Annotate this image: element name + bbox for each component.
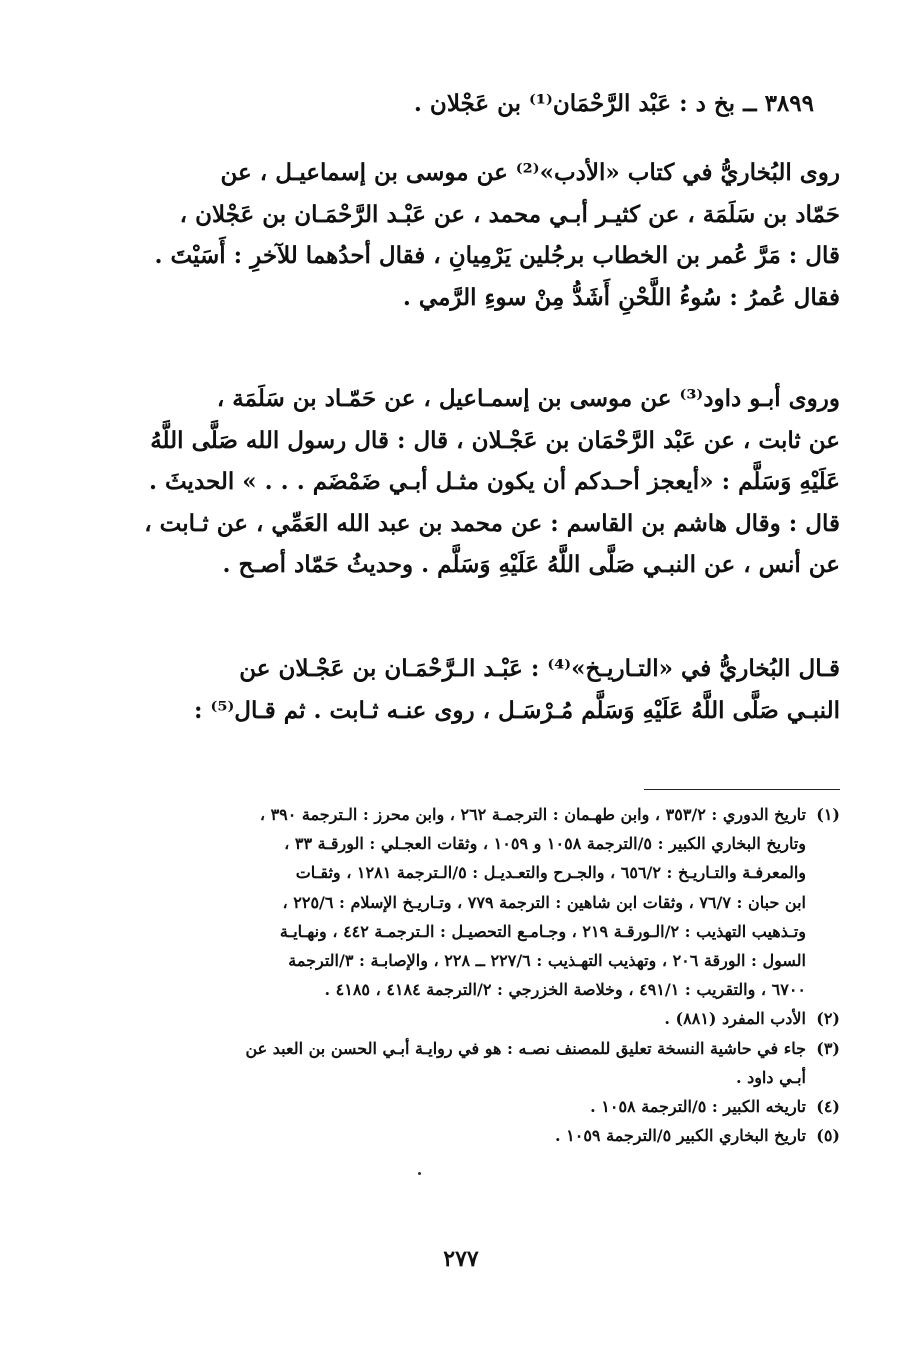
text-line: قال : مَرَّ عُمر بن الخطاب برجُلين يَرْمِيانِ ، فقال أحدُهما للآخرِ : أَسَيْتَ . — [154, 242, 840, 269]
text-line: النبـي صَلَّى اللَّهُ عَلَيْهِ وَسَلَّم مُـرْسَـل ، روى عنـه ثـابت . ثم قـال⁽⁵⁾ : — [194, 696, 840, 724]
footnote-line: تاريخ البخاري الكبير ٥/الترجمة ١٠٥٩ . — [554, 1126, 806, 1146]
text-line: روى البُخاريُّ في كتاب «الأدب»⁽²⁾ عن موسى بن إسماعيـل ، عن — [220, 159, 840, 186]
text-line: قال : وقال هاشم بن القاسم : عن محمد بن عبد الله العَمِّي ، عن ثـابت ، — [144, 509, 840, 537]
footnote-line: الأدب المفرد (٨٨١) . — [664, 1009, 806, 1029]
text-line: عن ثابت ، عن عَبْد الرَّحْمَان بن عَجْـلان ، قال : قال رسول الله صَلَّى اللَّهُ — [150, 426, 840, 454]
footnote-line: وتـذهيب التهذيب : ٢/الـورقـة ٢١٩ ، وجـامـع التحصيـل : الـترجمـة ٤٤٢ ، ونهـايـة — [279, 921, 806, 941]
page-number: ٢٧٧ — [443, 1246, 479, 1272]
footnote-line: ٦٧٠٠ ، والتقريب : ٤٩١/١ ، وخلاصة الخزرجي : ٢/الترجمة ٤١٨٤ ، ٤١٨٥ . — [324, 980, 806, 1000]
footnote-text — [140, 800, 806, 1004]
text-line: قـال البُخاريُّ في «التـاريـخ»⁽⁴⁾ : عَبْـد الـرَّحْمَـان بن عَجْـلان عن — [239, 655, 840, 682]
footnote-5 — [140, 1121, 840, 1150]
footnote-line: تاريخه الكبير : ٥/الترجمة ١٠٥٨ . — [590, 1097, 806, 1117]
footnote-line: أبـي داود . — [735, 1067, 806, 1087]
paragraph-1 — [140, 152, 840, 318]
footnotes — [140, 800, 840, 1150]
footnote-text — [140, 1004, 806, 1033]
footnote-line: السول : الورقة ٢٠٦ ، وتهذيب التهـذيب : ٢٢٧/٦ ــ ٢٢٨ ، والإصابـة : ٣/الترجمة — [288, 951, 806, 971]
footnote-text — [140, 1034, 806, 1092]
footnote-line: والمعرفـة والتـاريـخ : ٦٥٦/٢ ، والجـرح والتعـديـل : ٥/الـترجمة ١٢٨١ ، وثقـات — [295, 863, 806, 883]
paragraph-2 — [140, 378, 840, 586]
paragraph-3 — [140, 648, 840, 731]
footnote-number: (٤) — [816, 1097, 840, 1117]
footnote-line: وتاريخ البخاري الكبير : ٥/الترجمة ١٠٥٨ و ١٠٥٩ ، وثقات العجـلي : الورقـة ٣٣ ، — [284, 834, 806, 854]
entry-heading: ٣٨٩٩ ــ بخ د : عَبْد الرَّحْمَان⁽¹⁾ بن عَجْلان . — [413, 90, 814, 117]
footnote-4 — [140, 1092, 840, 1121]
footnote-line: جاء في حاشية النسخة تعليق للمصنف نصـه : هو في روايـة أبـي الحسن بن العبد عن — [245, 1038, 806, 1058]
footnote-divider — [644, 789, 840, 790]
footnote-line: ابن حبان : ٧٦/٧ ، وثقات ابن شاهين : الترجمة ٧٧٩ ، وتـاريـخ الإسلام : ٢٢٥/٦ ، — [282, 892, 806, 912]
text-line: عن أنس ، عن النبـي صَلَّى اللَّهُ عَلَيْهِ وَسَلَّم . وحديثُ حَمّاد أصـح . — [222, 551, 840, 578]
footnote-2 — [140, 1004, 840, 1033]
footnote-text — [140, 1092, 806, 1121]
footnote-3 — [140, 1034, 840, 1092]
footnote-1 — [140, 800, 840, 1004]
text-line: حَمّاد بن سَلَمَة ، عن كثيـر أبـي محمد ، عن عَبْـد الرَّحْمَـان بن عَجْلان ، — [179, 200, 840, 228]
footnote-number: (٢) — [816, 1009, 840, 1029]
footnote-number: (٥) — [816, 1126, 840, 1146]
footnote-number: (٣) — [816, 1038, 840, 1058]
text-line: وروى أبـو داود⁽³⁾ عن موسى بن إسمـاعيل ، عن حَمّـاد بن سَلَمَة ، — [216, 385, 840, 412]
text-line: عَلَيْهِ وَسَلَّم : «أيعجز أحـدكم أن يكون مثـل أبـي ضَمْضَم . . . » الحديثَ . — [148, 468, 840, 495]
footnote-number: (١) — [816, 805, 840, 824]
footnote-line: تاريخ الدوري : ٣٥٣/٢ ، وابن طهـمان : الترجمـة ٢٦٢ ، وابن محرز : الـترجمة ٣٩٠ ، — [259, 805, 806, 824]
stray-mark — [418, 1172, 421, 1175]
text-line: فقال عُمرُ : سُوءُ اللَّحْنِ أَشَدُّ مِنْ سوءِ الرَّمي . — [402, 283, 840, 311]
footnote-text — [140, 1121, 806, 1150]
